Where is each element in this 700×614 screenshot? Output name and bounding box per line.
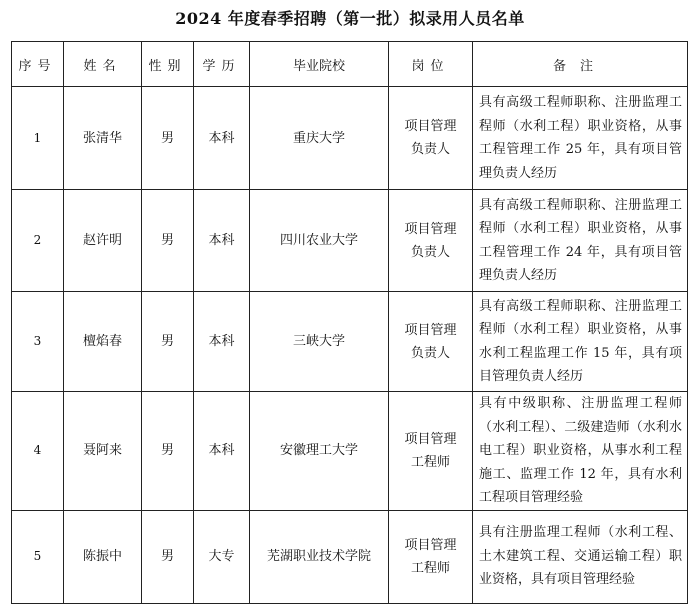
row-gender: 男 — [142, 510, 194, 603]
row-num: 1 — [12, 87, 64, 190]
post-line-2: 负责人 — [410, 345, 450, 361]
row-gender: 男 — [142, 190, 194, 292]
post-line-1: 项目管理 — [404, 537, 457, 553]
post-line-2: 负责人 — [410, 244, 450, 260]
row-school: 三峡大学 — [250, 292, 389, 392]
header-school: 毕业院校 — [250, 42, 389, 87]
post-line-2: 工程师 — [410, 454, 450, 470]
row-education: 本科 — [194, 292, 250, 392]
row-education: 本科 — [194, 392, 250, 511]
header-education: 学历 — [194, 42, 250, 87]
row-note: 具有中级职称、注册监理工程师（水利工程）、二级建造师（水利水电工程）职业资格，从事水利工程施工、监理工作 12 年，具有水利工程项目管理经验 — [473, 392, 688, 511]
row-name: 赵许明 — [64, 190, 142, 292]
row-education: 大专 — [194, 510, 250, 603]
row-name: 檀焰春 — [64, 292, 142, 392]
row-gender: 男 — [142, 87, 194, 190]
row-note: 具有高级工程师职称、注册监理工程师（水利工程）职业资格，从事工程管理工作 25 年，具有项目管理负责人经历 — [473, 87, 688, 190]
post-line-1: 项目管理 — [404, 322, 457, 338]
header-post: 岗位 — [389, 42, 473, 87]
row-name: 张清华 — [64, 87, 142, 190]
row-education: 本科 — [194, 190, 250, 292]
header-note: 备注 — [473, 42, 688, 87]
table-row — [12, 510, 688, 603]
table-row — [12, 392, 688, 511]
post-line-1: 项目管理 — [404, 119, 457, 134]
post-line-1: 项目管理 — [404, 431, 457, 447]
row-school: 芜湖职业技术学院 — [250, 510, 389, 603]
row-note: 具有高级工程师职称、注册监理工程师（水利工程）职业资格，从事水利工程监理工作 15 年，具有项目管理负责人经历 — [473, 292, 688, 392]
row-post — [389, 292, 473, 392]
row-school: 重庆大学 — [250, 87, 389, 190]
table-row — [12, 190, 688, 292]
post-line-2: 负责人 — [410, 142, 450, 157]
row-post — [389, 190, 473, 292]
hire-list-table — [11, 41, 688, 604]
header-name: 姓名 — [64, 42, 142, 87]
row-gender: 男 — [142, 292, 194, 392]
page-title: 2024 年度春季招聘（第一批）拟录用人员名单 — [175, 9, 525, 28]
row-post — [389, 510, 473, 603]
row-name: 聂阿来 — [64, 392, 142, 511]
row-school: 四川农业大学 — [250, 190, 389, 292]
row-school: 安徽理工大学 — [250, 392, 389, 511]
row-note: 具有高级工程师职称、注册监理工程师（水利工程）职业资格，从事工程管理工作 24 年，具有项目管理负责人经历 — [473, 190, 688, 292]
post-line-1: 项目管理 — [404, 221, 457, 237]
row-name: 陈振中 — [64, 510, 142, 603]
table-row — [12, 87, 688, 190]
row-num: 2 — [12, 190, 64, 292]
table-row — [12, 292, 688, 392]
row-education: 本科 — [194, 87, 250, 190]
header-seq: 序号 — [12, 42, 64, 87]
row-gender: 男 — [142, 392, 194, 511]
row-num: 5 — [12, 510, 64, 603]
post-line-2: 工程师 — [410, 560, 450, 576]
table-header-row — [12, 42, 688, 87]
row-num: 4 — [12, 392, 64, 511]
row-note: 具有注册监理工程师（水利工程、土木建筑工程、交通运输工程）职业资格，具有项目管理经验 — [473, 510, 688, 603]
row-num: 3 — [12, 292, 64, 392]
row-post — [389, 87, 473, 190]
row-post — [389, 392, 473, 511]
header-gender: 性别 — [142, 42, 194, 87]
